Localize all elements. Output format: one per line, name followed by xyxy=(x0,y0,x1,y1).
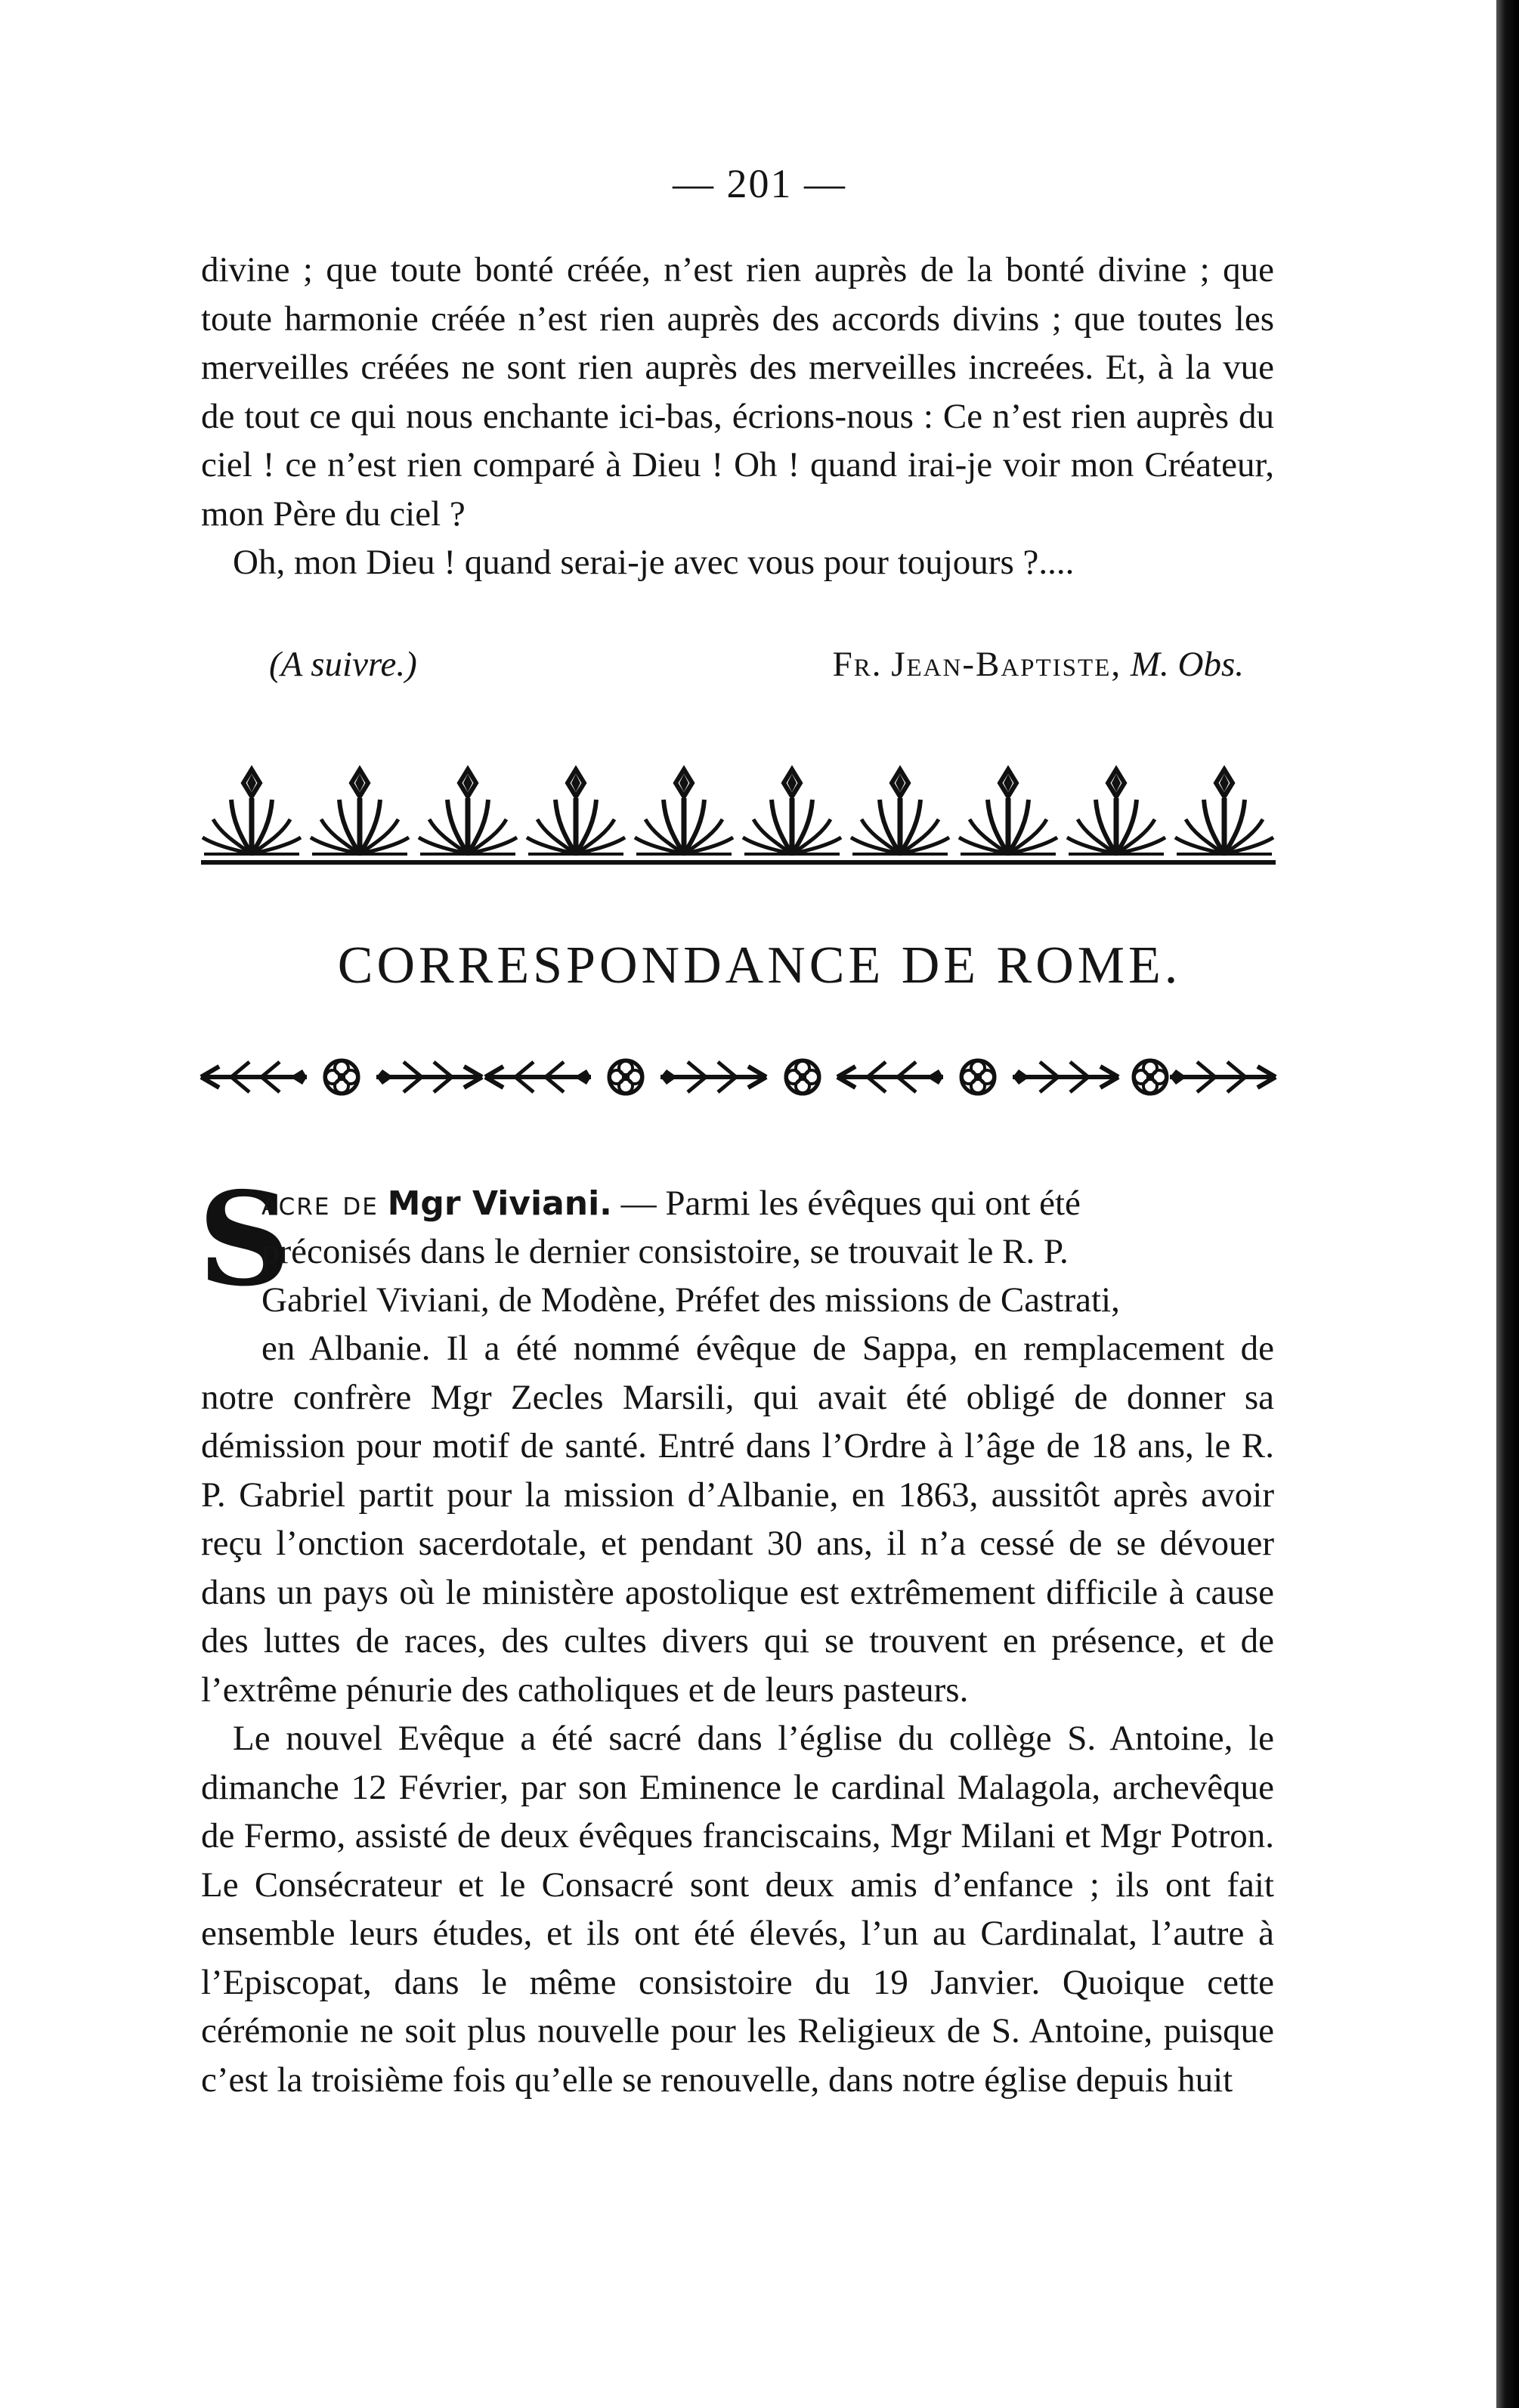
palmette-ornament-band xyxy=(198,756,1279,884)
paragraph: Le nouvel Evêque a été sacré dans l’église du collège S. Antoine, le dimanche 12 Février, par son Eminence le cardinal Malagola, archevêque de Fermo, assisté de deux évêques franciscains, Mgr Milani et Mgr Potron. Le Consécrateur et le Consacré sont deux amis d’enfance ; ils ont fait ensemble leurs études, et ils ont été élevés, l’un au Cardinalat, l’autre à l’Episcopat, dans le même consistoire du 19 Janvier. Quoique cette cérémonie ne soit plus nouvelle pour les Religieux de S. Antoine, puisque c’est la troisième fois qu’elle se renouvelle, dans notre église depuis huit xyxy=(201,1719,1274,2100)
floral-ornament-rule xyxy=(198,1047,1279,1107)
to-be-continued: (A suivre.) xyxy=(269,645,417,684)
author-order: M. Obs. xyxy=(1130,645,1244,684)
lead-name: Mgr Viviani. xyxy=(387,1184,612,1223)
lead-line-rest: — Parmi les évêques qui ont été xyxy=(620,1184,1081,1223)
text-line: préconisés dans le dernier consistoire, se trouvait le R. P. xyxy=(261,1232,1069,1271)
previous-article-text xyxy=(201,246,1274,587)
article-body xyxy=(201,1324,1274,2104)
lead-small-caps: acre de xyxy=(261,1184,379,1223)
paragraph: divine ; que toute bonté créée, n’est rien auprès de la bonté divine ; que toute harmonie créée n’est rien auprès des accords divins ; que toutes les merveilles créées ne sont rien auprès des merveilles increées. Et, à la vue de tout ce qui nous enchante ici-bas, écrions-nous : Ce n’est rien auprès du ciel ! ce n’est rien comparé à Dieu ! Oh ! quand irai-je voir mon Créateur, mon Père du ciel ? xyxy=(201,250,1274,534)
paragraph: Oh, mon Dieu ! quand serai-je avec vous pour toujours ?.... xyxy=(233,543,1075,582)
drop-cap: S xyxy=(198,1164,291,1315)
article-title: CORRESPONDANCE DE ROME. xyxy=(337,936,1182,995)
paragraph: en Albanie. Il a été nommé évêque de Sappa, en remplacement de notre confrère Mgr Zecles Marsili, qui avait été obligé de donner sa démission pour motif de santé. Entré dans l’Ordre à l’âge de 18 ans, le R. P. Gabriel partit pour la mission d’Albanie, en 1863, aussitôt après avoir reçu l’onction sacerdotale, et pendant 30 ans, il n’a cessé de se dévouer dans un pays où le ministère apostolique est extrêmement difficile à cause des luttes de races, des cultes divers qui se trouvent en présence, et de l’extrême pénurie des catholiques et de leurs pasteurs. xyxy=(201,1329,1274,1710)
page-number: — 201 — xyxy=(673,161,846,206)
signature-line xyxy=(201,644,1274,697)
author-prefix: Fr. xyxy=(832,645,883,684)
author-signature xyxy=(833,644,1244,685)
lead-line xyxy=(261,1179,1274,1229)
author-name: Jean-Baptiste, xyxy=(891,645,1122,684)
book-spine-edge xyxy=(1496,0,1519,2408)
text-line: Gabriel Viviani, de Modène, Préfet des missions de Castrati, xyxy=(261,1280,1120,1320)
